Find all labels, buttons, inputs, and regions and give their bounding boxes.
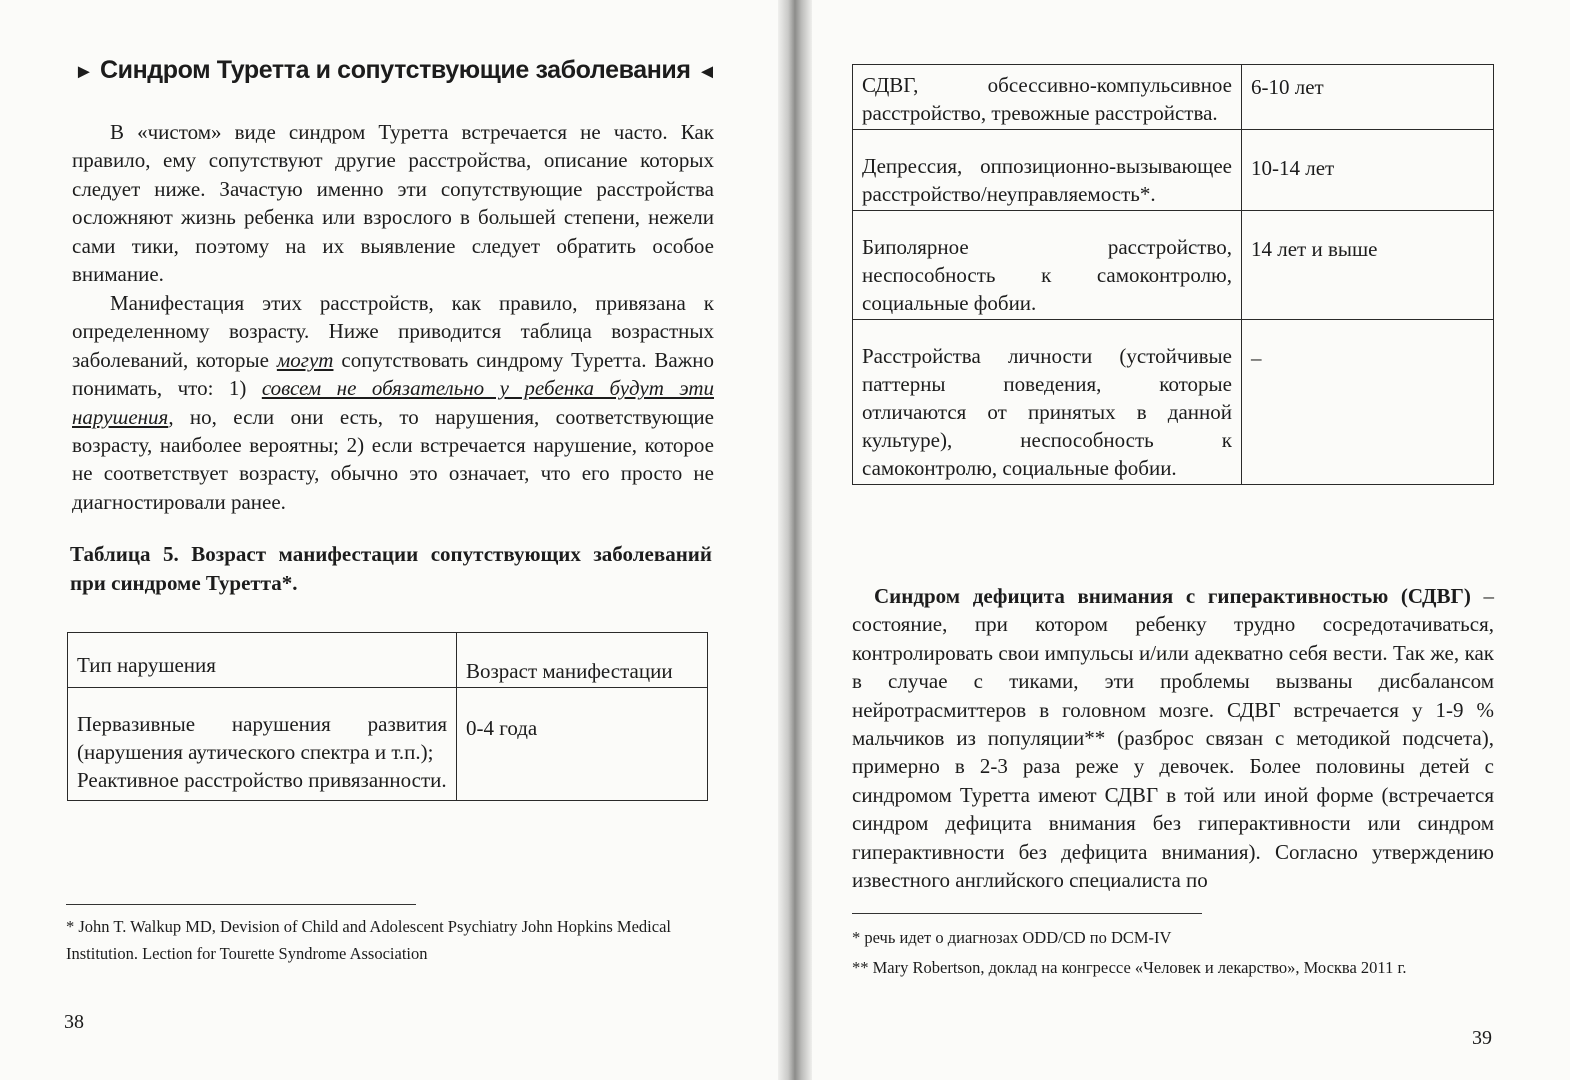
- left-page: [0, 0, 778, 1080]
- link-not-necessary[interactable]: совсем не обязательно у ребенка будут эти нарушения: [72, 376, 714, 429]
- row1-type-b: Реактивное расстройство привязанности.: [77, 768, 447, 792]
- table-header-row: [68, 633, 708, 688]
- footnote-divider: [66, 904, 416, 905]
- footnote-divider: [852, 913, 1202, 914]
- row-type: Биполярное расстройство, неспособность к самоконтролю, социальные фобии.: [853, 211, 1242, 320]
- table-row: [853, 211, 1494, 320]
- footnote: * John T. Walkup MD, Devision of Child and Adolescent Psychiatry John Hopkins Medical Institution. Lection for Tourette Syndrome Association: [66, 917, 671, 963]
- table-caption: Таблица 5. Возраст манифестации сопутствующих заболеваний при синдроме Туретта*.: [70, 542, 712, 595]
- manifestation-text-a: Манифестация этих расстройств, как правило, привязана к определенному возрасту. Ниже приводится таблица возрастных заболеваний, которые: [72, 291, 714, 372]
- table-row: [853, 320, 1494, 485]
- left-pointer-icon: ◄: [697, 61, 717, 83]
- table-row: [853, 65, 1494, 130]
- footnote-1: * речь идет о диагнозах ODD/CD по DCM-IV: [852, 928, 1172, 947]
- intro-paragraph: [72, 118, 714, 288]
- link-mogut[interactable]: могут: [276, 347, 334, 372]
- age-table-part1: [67, 632, 708, 801]
- adhd-body: – состояние, при котором ребенку трудно сосредотачиваться, контролировать свои импульсы и/или адекватно себя вести. Так же, как в случае с тиками, эти проблемы вызваны дисбалансом нейротрасмиттеров в головном мозге. СДВГ встречается у 1-9 % мальчиков из популяции** (разброс связан с методикой подсчета), примерно в 2-3 раза реже у девочек. Более половины детей с синдромом Туретта имеют СДВГ в той или иной форме (встречается синдром дефицита внимания без гиперактивности или синдром гиперактивности без дефицита внимания). Согласно утверждению известного английского специалиста по: [852, 584, 1494, 893]
- section-heading: [74, 56, 724, 85]
- row1-type-a: Первазивные нарушения развития (нарушения аутического спектра и т.п.);: [77, 712, 447, 764]
- header-type: Тип нарушения: [68, 633, 457, 688]
- header-age: Возраст манифестации: [457, 633, 708, 688]
- book-spine: [778, 0, 812, 1080]
- row-age: 6-10 лет: [1242, 65, 1494, 130]
- row-type: СДВГ, обсессивно-компульсивное расстройство, тревожные расстройства.: [853, 65, 1242, 130]
- adhd-title: Синдром дефицита внимания с гиперактивностью (СДВГ): [874, 584, 1471, 608]
- age-table-part2: [852, 64, 1494, 485]
- row1-type: [68, 688, 457, 801]
- footnote-2: ** Mary Robertson, доклад на конгрессе «Человек и лекарство», Москва 2011 г.: [852, 958, 1407, 977]
- intro-paragraph-text: В «чистом» виде синдром Туретта встречается не часто. Как правило, ему сопутствуют другие расстройства, описание которых следует ниже. Зачастую именно эти сопутствующие расстройства осложняют жизнь ребенка или взрослого в большей степени, нежели сами тики, поэтому на их выявление следует обратить особое внимание.: [72, 120, 714, 287]
- row-age: –: [1242, 320, 1494, 485]
- manifestation-paragraph: [72, 289, 714, 516]
- manifestation-text-c: , но, если они есть, то нарушения, соответствующие возрасту, наиболее вероятны; 2) если встречается нарушение, которое не соответствует возрасту, обычно это означает, что его просто не диагностировали ранее.: [72, 404, 714, 514]
- row1-age: 0-4 года: [457, 688, 708, 801]
- row-age: 10-14 лет: [1242, 130, 1494, 211]
- row-type: Расстройства личности (устойчивые паттерны поведения, которые отличаются от принятых в данной культуре), неспособность к самоконтролю, социальные фобии.: [853, 320, 1242, 485]
- table-row: [853, 130, 1494, 211]
- page-number: 39: [1472, 1027, 1492, 1049]
- right-page: [812, 0, 1570, 1080]
- manifestation-text-b: сопутствовать синдрому Туретта. Важно понимать, что: 1): [72, 347, 714, 401]
- adhd-paragraph: [852, 582, 1494, 894]
- table-row: [68, 688, 708, 801]
- row-type: Депрессия, оппозиционно-вызывающее расстройство/неуправляемость*.: [853, 130, 1242, 211]
- row-age: 14 лет и выше: [1242, 211, 1494, 320]
- page-number: 38: [64, 1011, 84, 1033]
- heading-text: Синдром Туретта и сопутствующие заболевания: [99, 56, 691, 84]
- right-pointer-icon: ►: [74, 61, 94, 83]
